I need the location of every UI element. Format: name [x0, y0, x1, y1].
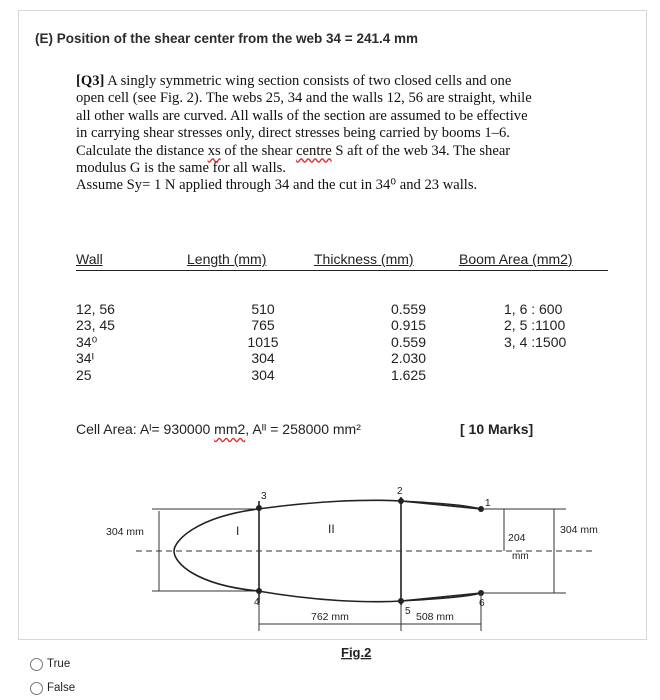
radio-false[interactable]	[30, 682, 43, 695]
boom-cell: 2, 5 :1100	[504, 317, 566, 334]
boom-3-dot	[256, 505, 262, 511]
question-line-7: Assume Sy= 1 N applied through 34 and the cut in 34⁰ and 23 walls.	[76, 177, 478, 194]
boom-column	[504, 301, 566, 350]
option-true-label: True	[47, 658, 71, 670]
answer-options	[30, 652, 75, 700]
thickness-cell: 2.030	[390, 350, 426, 367]
boom-cell: 3, 4 :1500	[504, 333, 567, 350]
header-length: Length (mm)	[187, 251, 267, 267]
top-skin	[258, 500, 481, 509]
wall-12	[401, 501, 481, 509]
figure-caption: Fig.2	[341, 645, 372, 660]
cell-area-rest: Aᴵᴵ = 258000 mm²	[252, 421, 361, 437]
boom-2-label: 2	[397, 486, 403, 497]
length-cell: 304	[251, 366, 275, 383]
wall-cell: 12, 56	[76, 301, 115, 317]
thickness-cell: 0.915	[390, 317, 426, 334]
cell-area-line	[76, 421, 361, 437]
length-cell: 304	[251, 350, 275, 367]
boom-3-label: 3	[261, 491, 267, 502]
thickness-column	[358, 301, 426, 383]
boom-5-dot	[398, 598, 404, 604]
boom-6-label: 6	[479, 598, 485, 609]
header-rule	[76, 270, 608, 271]
length-cell: 510	[251, 301, 275, 317]
wing-section-diagram	[76, 481, 621, 671]
question-line-4: in carrying shear stresses only, direct stresses being carried by booms 1–6.	[76, 125, 510, 142]
question-line-6: modulus G is the same for all walls.	[76, 160, 286, 177]
label-304-left: 304 mm	[106, 526, 144, 538]
question-heading: (E) Position of the shear center from the web 34 = 241.4 mm	[35, 31, 418, 46]
label-204-unit: mm	[512, 551, 529, 562]
boom-1-label: 1	[485, 498, 491, 509]
question-line-2: open cell (see Fig. 2). The webs 25, 34 and the walls 12, 56 are straight, while	[76, 90, 532, 107]
length-cell: 765	[251, 317, 275, 334]
question-line-3: all other walls are curved. All walls of the section are assumed to be effective	[76, 107, 528, 124]
xs-symbol: xs	[207, 142, 221, 159]
wall-cell: 34⁰	[76, 333, 98, 350]
cell-I-label: I	[236, 524, 240, 538]
question-text	[76, 73, 621, 195]
length-cell: 1015	[247, 333, 279, 350]
cell-area-sep: ,	[245, 421, 253, 437]
question-line-5a: Calculate the distance	[76, 142, 208, 159]
wall-column	[76, 301, 115, 383]
boom-2-dot	[398, 498, 404, 504]
cell-area-unit: mm2	[214, 421, 246, 437]
boom-cell: 1, 6 : 600	[504, 301, 563, 317]
dim-762-label: 762 mm	[311, 611, 349, 623]
wall-cell: 23, 45	[76, 317, 115, 334]
cell-area-prefix: Cell Area: Aᴵ= 930000	[76, 421, 215, 437]
option-true[interactable]	[30, 652, 75, 676]
question-card	[18, 10, 647, 660]
radio-true[interactable]	[30, 658, 43, 671]
marks-label: [ 10 Marks]	[460, 421, 534, 437]
dim-508-label: 508 mm	[416, 611, 454, 623]
wall-cell: 25	[76, 366, 92, 383]
centre-word: centre	[296, 142, 332, 159]
label-304-right: 304 mm	[560, 524, 598, 536]
header-wall: Wall	[76, 251, 103, 267]
header-boom-area: Boom Area (mm2)	[459, 251, 573, 267]
option-false[interactable]	[30, 676, 75, 700]
wing-section-figure	[76, 481, 621, 671]
nose-wall	[174, 509, 258, 591]
label-204: 204	[508, 532, 526, 544]
question-line-5b: of the shear	[220, 142, 297, 159]
wall-56	[401, 593, 481, 601]
length-column	[233, 301, 293, 383]
question-line-1: A singly symmetric wing section consists of two closed cells and one	[104, 73, 512, 89]
question-line-5c: S aft of the web 34. The shear	[331, 142, 511, 159]
thickness-cell: 1.625	[390, 366, 426, 383]
thickness-cell: 0.559	[390, 333, 426, 350]
wall-cell: 34ᴵ	[76, 350, 94, 367]
thickness-cell: 0.559	[390, 301, 426, 317]
boom-5-label: 5	[405, 606, 411, 617]
boom-4-label: 4	[254, 597, 260, 608]
cell-II-label: II	[328, 522, 335, 536]
question-tag: [Q3]	[76, 73, 105, 89]
option-false-label: False	[47, 682, 76, 694]
header-thickness: Thickness (mm)	[314, 251, 414, 267]
